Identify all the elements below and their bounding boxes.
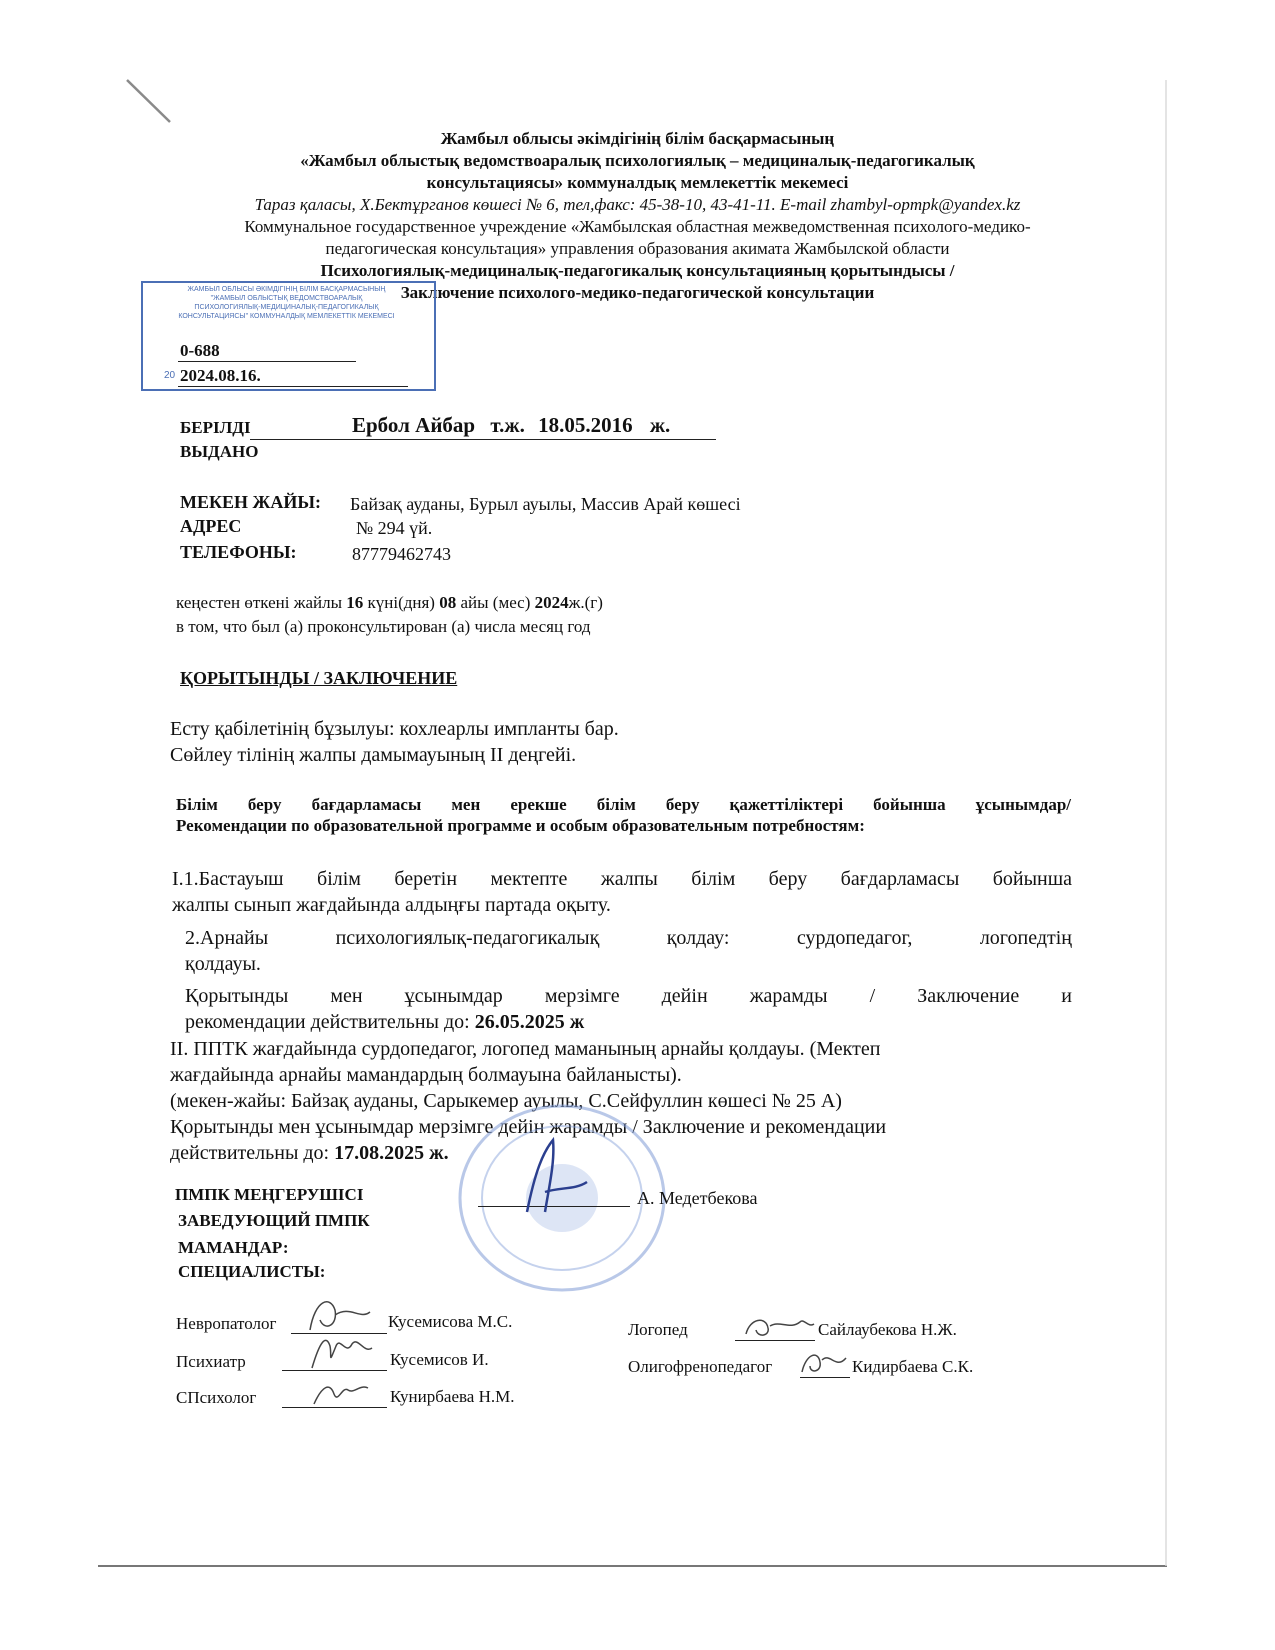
specialist-role: Логопед bbox=[628, 1320, 688, 1339]
specialists-label-kz: МАМАНДАР: bbox=[178, 1238, 289, 1257]
dob-value: 18.05.2016 bbox=[538, 413, 633, 437]
specialist-signature bbox=[738, 1306, 818, 1346]
issued-underline bbox=[250, 439, 716, 440]
recommendations-heading-ru: Рекомендации по образовательной программе и особым образовательным потребностям: bbox=[176, 816, 865, 835]
consult-day: 16 bbox=[346, 593, 364, 612]
head-title-ru: ЗАВЕДУЮЩИЙ ПМПК bbox=[178, 1211, 370, 1230]
conclusion-heading: ҚОРЫТЫНДЫ / ЗАКЛЮЧЕНИЕ bbox=[180, 668, 458, 688]
signature-stroke bbox=[314, 1387, 368, 1404]
validity-2-line-2 bbox=[170, 1142, 449, 1165]
recommendation-ii-address: (мекен-жайы: Байзақ ауданы, Сарыкемер ауылы, С.Сейфуллин көшесі № 25 А) bbox=[170, 1090, 842, 1112]
recommendation-1-line-1: I.1.Бастауыш білім беретін мектепте жалпы білім беру бағдарламасы бойынша bbox=[172, 868, 1072, 890]
dob-suffix: ж. bbox=[649, 413, 671, 437]
stamp-number-line bbox=[178, 361, 356, 362]
validity-1-text: рекомендации действительны до: bbox=[185, 1011, 470, 1033]
specialist-name: Кунирбаева Н.М. bbox=[390, 1387, 515, 1406]
document-title-kz: Психологиялық-медициналық-педагогикалық консультацияның қорытындысы / bbox=[320, 261, 955, 280]
specialist-name: Сайлаубекова Н.Ж. bbox=[818, 1320, 957, 1339]
issued-label-ru: ВЫДАНО bbox=[180, 442, 259, 461]
specialist-signature bbox=[300, 1364, 380, 1414]
validity-1-line-1: Қорытынды мен ұсынымдар мерзімге дейін жарамды / Заключение и bbox=[185, 985, 1072, 1007]
header-line-3: консультациясы» коммуналдық мемлекеттік мекемесі bbox=[426, 173, 849, 192]
consult-month: 08 bbox=[439, 593, 457, 612]
head-name: А. Медетбекова bbox=[637, 1188, 758, 1208]
head-title-kz: ПМПК МЕҢГЕРУШІСІ bbox=[175, 1185, 364, 1204]
recommendation-1-line-2: жалпы сынып жағдайында алдыңғы партада оқыту. bbox=[172, 894, 611, 916]
consult-year: 2024 bbox=[534, 593, 569, 612]
header-ru-line-1: Коммунальное государственное учреждение «Жамбылская областная межведомственная психолого-медико- bbox=[244, 217, 1031, 236]
consultation-date-line bbox=[176, 593, 603, 613]
stamp-line-2: "ЖАМБЫЛ ОБЛЫСТЫҚ ВЕДОМСТВОАРАЛЫҚ bbox=[210, 295, 363, 302]
address-label-ru: АДРЕС bbox=[180, 516, 242, 536]
document-title-ru: Заключение психолого-медико-педагогической консультации bbox=[400, 283, 875, 302]
header-line-2: «Жамбыл облыстық ведомствоаралық психологиялық – медициналық-педагогикалық bbox=[300, 151, 975, 170]
consult-month-label: айы (мес) bbox=[460, 593, 531, 612]
signature-stroke bbox=[802, 1355, 846, 1372]
recommendation-2-line-2: қолдауы. bbox=[185, 953, 261, 975]
specialist-role: СПсихолог bbox=[176, 1388, 257, 1407]
issued-label-kz: БЕРІЛДІ bbox=[180, 418, 251, 437]
stamp-line-1: ЖАМБЫЛ ОБЛЫСЫ ӘКІМДІГІНІҢ БІЛІМ БАСҚАРМАСЫНЫҢ bbox=[187, 286, 386, 293]
specialist-role: Олигофренопедагог bbox=[628, 1357, 773, 1376]
validity-1-line-2 bbox=[185, 1011, 584, 1034]
phone-label: ТЕЛЕФОНЫ: bbox=[180, 542, 297, 562]
consultation-ru-line: в том, что был (а) проконсультирован (а) числа месяц год bbox=[176, 617, 591, 636]
specialists-label-ru: СПЕЦИАЛИСТЫ: bbox=[178, 1262, 326, 1281]
specialist-name: Кусемисов И. bbox=[390, 1350, 489, 1369]
address-value-2: № 294 үй. bbox=[356, 518, 433, 538]
validity-2-text: действительны до: bbox=[170, 1142, 330, 1164]
consult-year-label: ж.(г) bbox=[568, 593, 603, 612]
consult-prefix: кеңестен өткені жайлы bbox=[176, 593, 342, 612]
patient-info bbox=[352, 413, 670, 438]
header-ru-line-2: педагогическая консультация» управления образования акимата Жамбылской области bbox=[325, 239, 950, 258]
stamp-date-line bbox=[178, 386, 408, 387]
stamp-line-3: ПСИХОЛОГИЯЛЫҚ-МЕДИЦИНАЛЫҚ-ПЕДАГОГИКАЛЫҚ bbox=[194, 304, 379, 311]
address-value-1: Байзақ ауданы, Бурыл ауылы, Массив Арай көшесі bbox=[350, 494, 741, 514]
specialist-name: Кидирбаева С.К. bbox=[852, 1357, 974, 1376]
specialist-role: Невропатолог bbox=[176, 1314, 277, 1333]
head-signature-stroke bbox=[527, 1140, 587, 1212]
stamp-number: 0-688 bbox=[180, 341, 220, 360]
header-line-1: Жамбыл облысы әкімдігінің білім басқармасының bbox=[440, 129, 835, 148]
validity-2-line-1: Қорытынды мен ұсынымдар мерзімге дейін жарамды / Заключение и рекомендации bbox=[170, 1116, 887, 1138]
stamp-line-4: КОНСУЛЬТАЦИЯСЫ" КОММУНАЛДЫҚ МЕМЛЕКЕТТІК МЕКЕМЕСІ bbox=[178, 313, 395, 320]
conclusion-line-1: Есту қабілетінің бұзылуы: кохлеарлы импланты бар. bbox=[170, 718, 619, 740]
recommendation-ii-line-1: II. ППТК жағдайында сурдопедагог, логопед маманының арнайы қолдауы. (Мектеп bbox=[170, 1038, 881, 1060]
recommendation-2-line-1: 2.Арнайы психологиялық-педагогикалық қолдау: сурдопедагог, логопедтің bbox=[185, 927, 1072, 949]
specialist-signature bbox=[796, 1342, 856, 1382]
patient-name: Ербол Айбар bbox=[352, 413, 476, 437]
stamp-date: 2024.08.16. bbox=[180, 366, 261, 385]
signature-stroke bbox=[746, 1320, 814, 1335]
header-address: Тараз қаласы, Х.Бектұрганов көшесі № 6, тел,факс: 45-38-10, 43-41-11. E-mail zhambyl-opmpk@yandex.kz bbox=[254, 195, 1021, 214]
validity-1-date: 26.05.2025 ж bbox=[474, 1011, 585, 1033]
specialist-role: Психиатр bbox=[176, 1352, 246, 1371]
address-label-kz: МЕКЕН ЖАЙЫ: bbox=[180, 492, 322, 512]
validity-2-date: 17.08.2025 ж. bbox=[334, 1142, 449, 1164]
head-signature bbox=[505, 1132, 595, 1222]
recommendation-ii-line-2: жағдайында арнайы мамандардың болмауына байланысты). bbox=[170, 1064, 682, 1086]
phone-value: 87779462743 bbox=[352, 544, 451, 564]
conclusion-line-2: Сөйлеу тілінің жалпы дамымауының II деңгейі. bbox=[170, 744, 577, 766]
scan-mark bbox=[127, 80, 170, 122]
recommendations-heading-kz: Білім беру бағдарламасы мен ерекше білім беру қажеттіліктері бойынша ұсынымдар/ bbox=[176, 795, 1071, 814]
specialist-name: Кусемисова М.С. bbox=[388, 1312, 513, 1331]
dob-label: т.ж. bbox=[490, 413, 525, 437]
consult-day-label: күні(дня) bbox=[367, 593, 435, 612]
stamp-date-prefix: 20 bbox=[164, 370, 176, 381]
